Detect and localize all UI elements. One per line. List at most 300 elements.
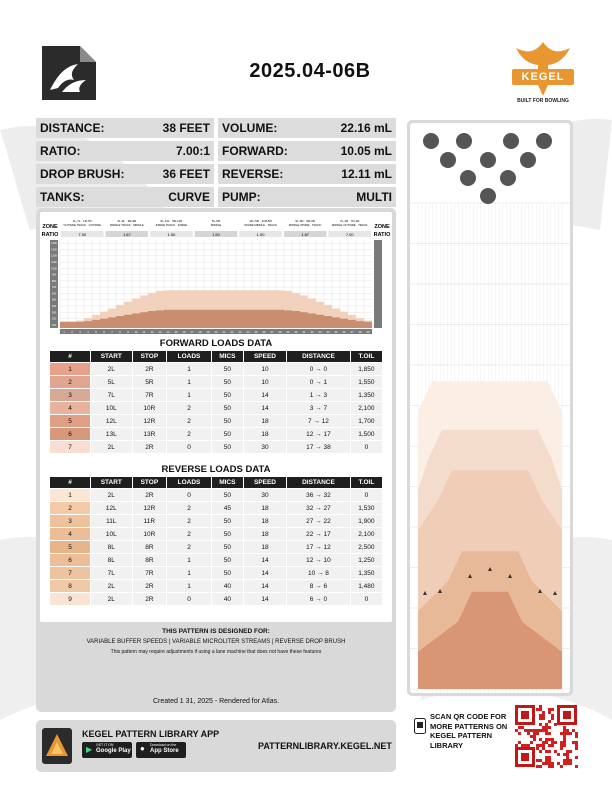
board-label: 24 [246, 330, 250, 334]
zone-range: 5L-11L · 5R-11R [160, 219, 183, 223]
y-tick-label: 900 [51, 273, 57, 277]
row-number: 7 [50, 441, 90, 453]
table-cell: 10 [244, 363, 286, 375]
badge-small-text: GET IT ON [96, 743, 114, 747]
lane-diagram [410, 123, 570, 693]
table-cell: 0 [167, 489, 211, 501]
qr-module [536, 744, 539, 747]
stat-forward [218, 141, 396, 161]
stat-value: CURVE [168, 190, 210, 204]
table-cell: 2R [133, 441, 167, 453]
forward-loads-table [49, 350, 383, 454]
table-cell: 2,500 [351, 541, 382, 553]
table-header-row [50, 351, 382, 362]
table-cell: 10R [133, 402, 167, 414]
qr-module [518, 726, 521, 729]
table-cell: 45 [212, 502, 243, 514]
table-cell: 2L [91, 489, 132, 501]
qr-finder [563, 711, 571, 719]
table-cell: 0 → 1 [287, 376, 350, 388]
table-cell: 2,100 [351, 402, 382, 414]
qr-module [539, 759, 542, 762]
qr-module [542, 729, 545, 732]
table-row [50, 515, 382, 527]
table-cell: 14 [244, 567, 286, 579]
column-header: SPEED [244, 351, 286, 362]
reverse-loads-table [49, 476, 383, 606]
row-number: 3 [50, 389, 90, 401]
table-cell: 30 [244, 441, 286, 453]
board-label: 30 [294, 330, 298, 334]
zone-name: MIDDLE TRACK · MIDDLE [109, 223, 144, 227]
qr-module [551, 708, 554, 711]
qr-module [527, 744, 530, 747]
qr-module [539, 708, 542, 711]
table-cell: 1 [167, 554, 211, 566]
board-label: 4 [87, 330, 89, 334]
table-cell: 2R [133, 489, 167, 501]
app-promo-bar [36, 720, 396, 772]
column-header: START [91, 351, 132, 362]
qr-module [548, 744, 551, 747]
badge-label: Google Play [96, 748, 131, 754]
google-play-badge[interactable] [82, 742, 132, 758]
zone-label: ZONE [374, 224, 390, 230]
table-row [50, 389, 382, 401]
qr-module [530, 735, 533, 738]
table-cell: 0 [351, 593, 382, 605]
column-header: START [91, 477, 132, 488]
qr-module [539, 705, 542, 708]
table-row [50, 580, 382, 592]
table-cell: 2 [167, 515, 211, 527]
qr-module [542, 717, 545, 720]
column-header: T.OIL [351, 351, 382, 362]
qr-module [548, 750, 551, 753]
table-cell: 10 → 8 [287, 567, 350, 579]
row-number: 9 [50, 593, 90, 605]
pin-dot [423, 133, 439, 149]
y-tick-label: 1300 [51, 248, 57, 252]
stat-value: 12.11 mL [341, 167, 392, 181]
column-header: STOP [133, 351, 167, 362]
ratio-label: RATIO [373, 232, 391, 238]
board-label: 38 [358, 330, 362, 334]
qr-module [548, 759, 551, 762]
qr-module [548, 765, 551, 768]
pin-dot [520, 152, 536, 168]
zone-range: 3L-9L · 3R-9R [117, 219, 137, 223]
table-row [50, 441, 382, 453]
table-cell: 1,500 [351, 428, 382, 440]
board-label: 1 [63, 330, 65, 334]
qr-module [575, 765, 578, 768]
board-label: 11 [142, 330, 146, 334]
stat-volume [218, 118, 396, 138]
stat-label: DROP BRUSH: [40, 167, 125, 181]
table-cell: 0 → 0 [287, 363, 350, 375]
zone-label: ZONE [42, 224, 58, 230]
board-label: 36 [342, 330, 346, 334]
pattern-sheet [40, 212, 392, 622]
qr-module [575, 747, 578, 750]
table-cell: 0 [167, 441, 211, 453]
row-number: 4 [50, 402, 90, 414]
qr-module [515, 729, 518, 732]
stat-label: DISTANCE: [40, 121, 105, 135]
board-label: 3 [79, 330, 81, 334]
qr-finder [521, 753, 529, 761]
table-cell: 2 [167, 402, 211, 414]
zone-name: INSIDE TRACK · INSIDE [155, 223, 188, 227]
qr-module [563, 735, 566, 738]
table-cell: 7L [91, 567, 132, 579]
qr-module [548, 756, 551, 759]
qr-module [545, 741, 548, 744]
qr-module [521, 726, 524, 729]
qr-module [551, 744, 554, 747]
qr-module [545, 729, 548, 732]
stat-ratio [36, 141, 214, 161]
table-cell: 2 [167, 502, 211, 514]
zone-range: 9L-3R · 9R-3R [295, 219, 315, 223]
qr-module [566, 762, 569, 765]
lane-oil-diagram [410, 123, 570, 693]
zone-range: 1L-7L · 1R-7R [72, 219, 92, 223]
board-label: 28 [278, 330, 282, 334]
y-tick-label: 700 [51, 286, 57, 290]
pin-dot [480, 152, 496, 168]
qr-module [542, 762, 545, 765]
qr-module [554, 723, 557, 726]
column-header: LOADS [167, 477, 211, 488]
stat-pump [218, 187, 396, 207]
table-cell: 14 [244, 593, 286, 605]
table-cell: 1 [167, 376, 211, 388]
table-cell: 27 → 22 [287, 515, 350, 527]
table-cell: 8L [91, 554, 132, 566]
stat-reverse [218, 164, 396, 184]
row-number: 7 [50, 567, 90, 579]
qr-module [545, 750, 548, 753]
qr-module [539, 729, 542, 732]
stat-label: REVERSE: [222, 167, 284, 181]
qr-module [563, 759, 566, 762]
table-cell: 1 → 3 [287, 389, 350, 401]
table-row [50, 376, 382, 388]
row-number: 3 [50, 515, 90, 527]
qr-module [530, 729, 533, 732]
board-label: 33 [318, 330, 322, 334]
row-number: 1 [50, 363, 90, 375]
qr-module [566, 753, 569, 756]
qr-module [536, 729, 539, 732]
qr-module [557, 753, 560, 756]
table-cell: 50 [212, 376, 243, 388]
board-label: 2 [71, 330, 73, 334]
table-cell: 8 → 6 [287, 580, 350, 592]
qr-module [533, 735, 536, 738]
zone-range: 7L-1R · 7R-1R [339, 219, 360, 223]
zone-profile-chart [40, 214, 392, 336]
table-cell: 1 [167, 567, 211, 579]
table-cell: 36 → 32 [287, 489, 350, 501]
table-cell: 0 [351, 489, 382, 501]
qr-module [563, 738, 566, 741]
table-cell: 50 [212, 528, 243, 540]
board-label: 26 [262, 330, 266, 334]
table-cell: 8R [133, 554, 167, 566]
page-title: 2025.04-06B [249, 60, 371, 82]
table-cell: 2 [167, 541, 211, 553]
board-label: 6 [103, 330, 105, 334]
table-cell: 2 [167, 415, 211, 427]
table-cell: 50 [212, 515, 243, 527]
pin-dot [480, 188, 496, 204]
table-cell: 2 [167, 528, 211, 540]
board-label: 21 [222, 330, 226, 334]
column-header: SPEED [244, 477, 286, 488]
table-cell: 2R [133, 363, 167, 375]
created-note: Created 1 31, 2025 - Rendered for Atlas. [152, 698, 280, 705]
table-row [50, 415, 382, 427]
stat-value: 38 FEET [162, 121, 210, 135]
y-axis-strip [50, 240, 58, 328]
table-cell: 1,900 [351, 515, 382, 527]
qr-module [563, 762, 566, 765]
qr-module [560, 732, 563, 735]
qr-module [560, 747, 563, 750]
qr-module [569, 750, 572, 753]
zone-range: 5L-5R [211, 219, 221, 223]
zone-name: MIDDLE [210, 223, 222, 227]
column-header: MICS [212, 477, 243, 488]
board-label: 20 [214, 330, 218, 334]
library-url[interactable]: PATTERNLIBRARY.KEGEL.NET [258, 741, 392, 751]
board-label: 25 [254, 330, 258, 334]
y-tick-label: 300 [51, 311, 57, 315]
stat-label: FORWARD: [222, 144, 288, 158]
stat-label: RATIO: [40, 144, 81, 158]
qr-module [563, 729, 566, 732]
table-cell: 2R [133, 593, 167, 605]
table-cell: 1,480 [351, 580, 382, 592]
forward-loads-title: FORWARD LOADS DATA [159, 338, 273, 349]
y-tick-label: 1200 [51, 254, 57, 258]
column-header: MICS [212, 351, 243, 362]
table-cell: 1,850 [351, 363, 382, 375]
table-cell: 18 [244, 528, 286, 540]
stat-value: 36 FEET [162, 167, 210, 181]
table-cell: 6 → 0 [287, 593, 350, 605]
designed-for-title: THIS PATTERN IS DESIGNED FOR: [162, 628, 270, 635]
table-cell: 12 → 10 [287, 554, 350, 566]
table-cell: 1,350 [351, 567, 382, 579]
lane-panel [407, 120, 573, 696]
table-cell: 12R [133, 415, 167, 427]
qr-module [566, 756, 569, 759]
qr-module [551, 741, 554, 744]
qr-module [563, 744, 566, 747]
table-cell: 3 → 7 [287, 402, 350, 414]
qr-module [539, 738, 542, 741]
table-cell: 50 [212, 441, 243, 453]
table-cell: 17 → 38 [287, 441, 350, 453]
board-label: 29 [286, 330, 290, 334]
kegel-bird-icon [40, 44, 98, 102]
row-number: 6 [50, 428, 90, 440]
board-label: 15 [174, 330, 178, 334]
table-cell: 0 [351, 441, 382, 453]
pin-dot [503, 133, 519, 149]
board-label: 27 [270, 330, 274, 334]
pattern-logo [40, 44, 98, 102]
row-number: 2 [50, 502, 90, 514]
table-cell: 14 [244, 554, 286, 566]
qr-module [551, 717, 554, 720]
table-cell: 7L [91, 389, 132, 401]
table-cell: 18 [244, 502, 286, 514]
stat-label: TANKS: [40, 190, 85, 204]
table-row [50, 489, 382, 501]
qr-module [536, 747, 539, 750]
qr-module [572, 741, 575, 744]
table-cell: 8R [133, 541, 167, 553]
column-header: DISTANCE [287, 351, 350, 362]
qr-module [539, 744, 542, 747]
table-cell: 10R [133, 528, 167, 540]
table-row [50, 502, 382, 514]
table-cell: 1,530 [351, 502, 382, 514]
qr-module [533, 738, 536, 741]
board-label: 19 [206, 330, 210, 334]
board-label: 17 [190, 330, 194, 334]
zone-ratio: 1.67 [301, 232, 310, 237]
y-tick-label: 1000 [51, 267, 57, 271]
badge-small-text: Download on the [150, 743, 177, 747]
table-cell: 17 → 12 [287, 541, 350, 553]
stat-value: 7.00:1 [175, 144, 210, 158]
qr-module [560, 741, 563, 744]
qr-module [575, 741, 578, 744]
table-cell: 1,250 [351, 554, 382, 566]
zone-name: INSIDE MIDDLE · TRACK [244, 223, 277, 227]
qr-module [521, 744, 524, 747]
designed-for-note: This pattern may require adjustments if using a lane machine that does not have these features [110, 649, 322, 655]
zone-name: OUTSIDE TRACK · OUTSIDE [63, 223, 102, 227]
app-store-badge[interactable] [136, 742, 186, 758]
brand-tagline: BUILT FOR BOWLING [517, 98, 569, 104]
row-number: 5 [50, 541, 90, 553]
table-row [50, 363, 382, 375]
qr-module [575, 732, 578, 735]
qr-module [548, 762, 551, 765]
table-cell: 10 [244, 376, 286, 388]
board-label: 23 [238, 330, 242, 334]
table-header-row [50, 477, 382, 488]
board-label: 32 [310, 330, 314, 334]
qr-module [536, 759, 539, 762]
table-cell: 10L [91, 402, 132, 414]
app-icon [42, 728, 72, 764]
table-cell: 11R [133, 515, 167, 527]
stat-value: 10.05 mL [340, 144, 392, 158]
board-label: 5 [95, 330, 97, 334]
qr-module [539, 717, 542, 720]
board-label: 35 [334, 330, 338, 334]
qr-module [545, 732, 548, 735]
stat-value: 22.16 mL [340, 121, 392, 135]
qr-module [545, 759, 548, 762]
phoenix-icon [508, 38, 578, 98]
qr-module [539, 723, 542, 726]
table-cell: 7R [133, 389, 167, 401]
zone-ratio: 7.00 [345, 232, 354, 237]
stat-value: MULTI [356, 190, 392, 204]
ratio-label: RATIO [41, 232, 59, 238]
table-cell: 50 [212, 428, 243, 440]
qr-module [524, 744, 527, 747]
y-tick-label: 1400 [51, 242, 57, 246]
pin-dot [440, 152, 456, 168]
qr-code[interactable] [514, 704, 578, 768]
column-header: # [50, 477, 90, 488]
table-cell: 50 [212, 567, 243, 579]
qr-module [545, 738, 548, 741]
column-header: # [50, 351, 90, 362]
qr-module [566, 732, 569, 735]
y-tick-label: 500 [51, 298, 57, 302]
table-cell: 7R [133, 567, 167, 579]
table-cell: 13L [91, 428, 132, 440]
qr-module [542, 726, 545, 729]
board-label: 12 [150, 330, 154, 334]
table-row [50, 528, 382, 540]
row-number: 1 [50, 489, 90, 501]
table-cell: 50 [212, 402, 243, 414]
badge-label: App Store [150, 748, 179, 754]
qr-module [566, 750, 569, 753]
row-number: 8 [50, 580, 90, 592]
pin-dot [500, 170, 516, 186]
reverse-loads-title: REVERSE LOADS DATA [161, 464, 271, 475]
table-cell: 50 [212, 489, 243, 501]
board-label: 18 [198, 330, 202, 334]
qr-module [542, 741, 545, 744]
qr-module [533, 732, 536, 735]
column-header: LOADS [167, 351, 211, 362]
app-title: KEGEL PATTERN LIBRARY APP [82, 729, 220, 739]
qr-module [548, 711, 551, 714]
zone-ratio: 7.00 [78, 232, 87, 237]
qr-module [551, 738, 554, 741]
qr-caption: SCAN QR CODE FOR MORE PATTERNS ON KEGEL PATTERN LIBRARY [430, 712, 508, 750]
stat-distance [36, 118, 214, 138]
y-axis-strip [374, 240, 382, 328]
board-label: 10 [134, 330, 138, 334]
zone-ratio: 1.67 [122, 232, 131, 237]
pin-dot [536, 133, 552, 149]
board-label: 31 [302, 330, 306, 334]
qr-module [569, 762, 572, 765]
qr-module [575, 735, 578, 738]
table-cell: 2 [167, 428, 211, 440]
table-cell: 7 → 12 [287, 415, 350, 427]
qr-module [563, 732, 566, 735]
table-cell: 32 → 27 [287, 502, 350, 514]
table-cell: 50 [212, 363, 243, 375]
y-tick-label: 200 [51, 317, 57, 321]
